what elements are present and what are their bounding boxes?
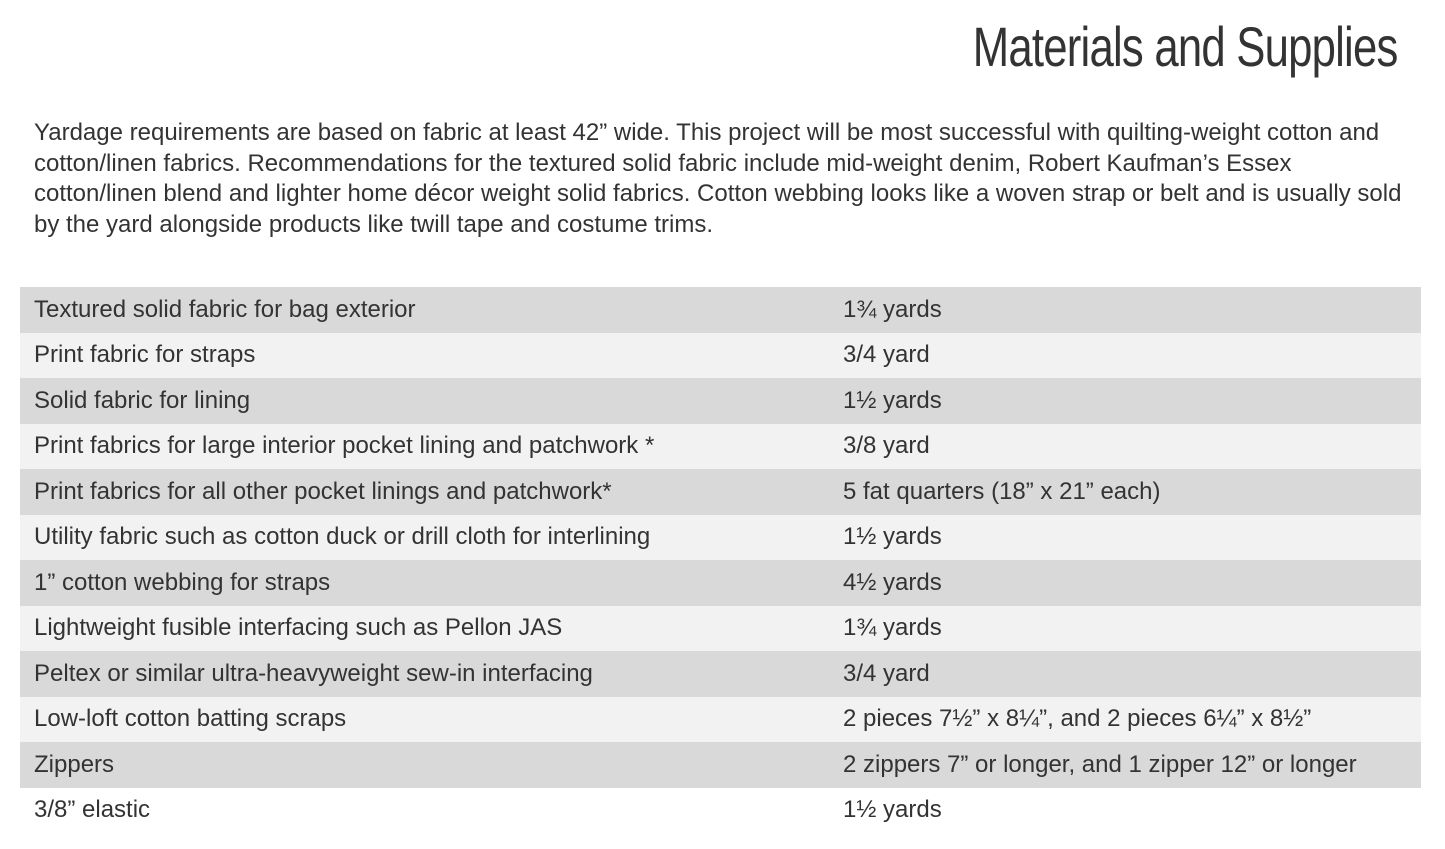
supply-amount: 4½ yards <box>829 560 1421 606</box>
supply-item: Solid fabric for lining <box>20 378 829 424</box>
page-title: Materials and Supplies <box>973 15 1398 78</box>
supply-amount: 1½ yards <box>829 788 1421 834</box>
table-row <box>20 697 1421 743</box>
supply-item: Low-loft cotton batting scraps <box>20 697 829 743</box>
table-row <box>20 515 1421 561</box>
table-row <box>20 788 1421 834</box>
table-row <box>20 287 1421 333</box>
supplies-table <box>20 287 1421 833</box>
supply-item: Utility fabric such as cotton duck or drill cloth for interlining <box>20 515 829 561</box>
table-row <box>20 560 1421 606</box>
supply-amount: 2 zippers 7” or longer, and 1 zipper 12” or longer <box>829 742 1421 788</box>
supply-amount: 1¾ yards <box>829 287 1421 333</box>
supply-amount: 1¾ yards <box>829 606 1421 652</box>
supply-amount: 5 fat quarters (18” x 21” each) <box>829 469 1421 515</box>
supply-amount: 3/4 yard <box>829 333 1421 379</box>
supply-item: 3/8” elastic <box>20 788 829 834</box>
supply-item: Peltex or similar ultra-heavyweight sew-in interfacing <box>20 651 829 697</box>
supply-item: Print fabrics for all other pocket linings and patchwork* <box>20 469 829 515</box>
supply-item: Print fabric for straps <box>20 333 829 379</box>
supply-amount: 1½ yards <box>829 378 1421 424</box>
table-row <box>20 742 1421 788</box>
supply-amount: 1½ yards <box>829 515 1421 561</box>
table-row <box>20 606 1421 652</box>
intro-paragraph: Yardage requirements are based on fabric at least 42” wide. This project will be most successful with quilting-weight cotton and cotton/linen fabrics. Recommendations for the textured solid fabric include mid-weight denim, Robert Kaufman’s Essex cotton/linen blend and lighter home décor weight solid fabrics. Cotton webbing looks like a woven strap or belt and is usually sold by the yard alongside products like twill tape and costume trims. <box>34 119 1402 238</box>
table-row <box>20 651 1421 697</box>
table-row <box>20 469 1421 515</box>
table-row <box>20 378 1421 424</box>
supply-item: Print fabrics for large interior pocket lining and patchwork * <box>20 424 829 470</box>
supply-amount: 2 pieces 7½” x 8¼”, and 2 pieces 6¼” x 8½” <box>829 697 1421 743</box>
supply-amount: 3/8 yard <box>829 424 1421 470</box>
supply-item: 1” cotton webbing for straps <box>20 560 829 606</box>
supply-item: Lightweight fusible interfacing such as Pellon JAS <box>20 606 829 652</box>
table-row <box>20 333 1421 379</box>
table-row <box>20 424 1421 470</box>
supply-amount: 3/4 yard <box>829 651 1421 697</box>
supply-item: Zippers <box>20 742 829 788</box>
supply-item: Textured solid fabric for bag exterior <box>20 287 829 333</box>
